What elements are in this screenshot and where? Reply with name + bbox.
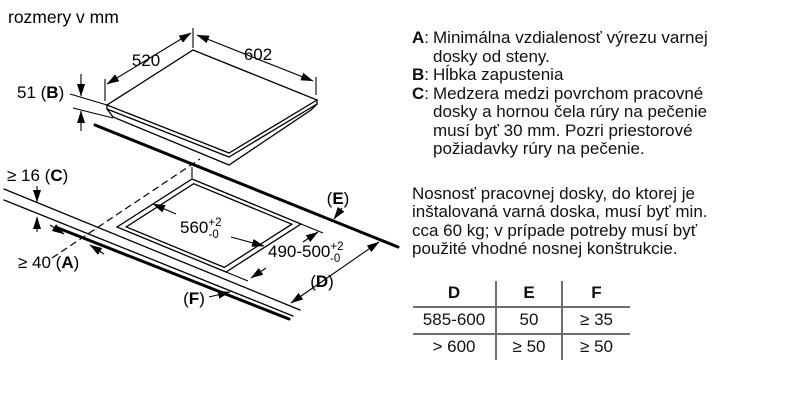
- definition-b-label: B:: [412, 65, 430, 84]
- definition-c: [412, 85, 798, 159]
- label-d: (D): [310, 272, 334, 291]
- definition-a: [412, 29, 798, 66]
- dimension-51-b: [17, 74, 113, 131]
- wall-reference-dashed-line: [52, 159, 200, 258]
- text-column: [412, 29, 798, 360]
- dimension-560: [153, 204, 264, 246]
- spec-table: [413, 281, 630, 360]
- dim-520-label: 520: [131, 51, 161, 70]
- definition-b: [412, 66, 798, 85]
- worktop-front-edge: [58, 228, 289, 319]
- definition-c-text: Medzera medzi povrchom pracovné dosky a hornou čela rúry na pečenie musí byť 30 mm. Pozri priestorové požiadavky rúry na pečenie.: [433, 83, 708, 158]
- spec-table-cell: ≥ 50: [563, 333, 630, 360]
- dim-490-500-label: $490-500^{+2}$ -0: [268, 241, 344, 265]
- definition-c-label: C:: [412, 83, 430, 103]
- definition-a-text: Minimálna vzdialenosť výrezu varnej dosky od steny.: [433, 28, 708, 66]
- page-title: rozmery v mm: [8, 7, 119, 27]
- cooktop-glass-edge: [107, 100, 317, 157]
- spec-table-cell: ≥ 35: [563, 306, 630, 333]
- label-e-leader: [327, 189, 350, 219]
- load-capacity-note: Nosnosť pracovnej dosky, do ktorej je inštalovaná varná doska, musí byť min. cca 60 kg; v prípade potreby musí byť použité vhodné nosnej konštrukcie.: [412, 183, 708, 258]
- label-f: (F): [183, 289, 205, 308]
- dim-40-a-label: ≥ 40 (A): [18, 253, 80, 272]
- spec-table-header-d: D: [413, 281, 497, 306]
- dim-16-c-label: ≥ 16 (C): [7, 166, 69, 185]
- cooktop-body-edge: [107, 104, 317, 165]
- definition-a-label: A:: [412, 28, 430, 47]
- dim-602-label: 602: [243, 45, 273, 64]
- definition-b-text: Hĺbka zapustenia: [433, 65, 564, 84]
- dimension-602: [197, 35, 316, 95]
- spec-table-header-f: F: [591, 282, 602, 302]
- spec-table-cell: ≥ 50: [497, 333, 563, 360]
- dim-51-b-label: 51 (B): [17, 83, 65, 102]
- spec-table-cell: 50: [497, 306, 563, 333]
- spec-table-header-e: E: [497, 281, 563, 306]
- dim-560-label: $560^{+2}$ -0: [180, 217, 222, 241]
- spec-table-cell: > 600: [413, 333, 497, 360]
- spec-table-cell: 585-600: [413, 306, 497, 333]
- label-e: (E): [326, 189, 350, 208]
- worktop-rear-edge: [95, 125, 398, 247]
- worktop-front-top-edge: [4, 189, 300, 310]
- dimension-520: [105, 28, 193, 101]
